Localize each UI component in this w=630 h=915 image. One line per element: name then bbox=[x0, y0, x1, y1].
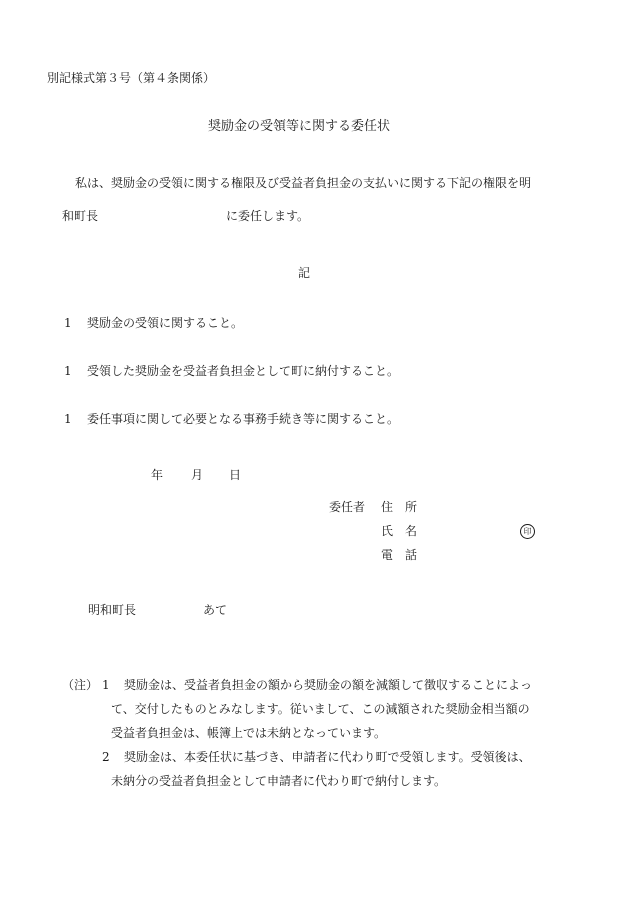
body-line-1: 私は、奨励金の受領に関する権限及び受益者負担金の支払いに関する下記の権限を明 bbox=[75, 176, 532, 190]
note-line: て、交付したものとみなします。従いまして、この減額された奨励金相当額の bbox=[111, 702, 530, 716]
name-label: 氏 名 bbox=[381, 524, 418, 538]
body-line-2-name: 和町長 bbox=[62, 209, 99, 223]
item-number: 1 bbox=[64, 364, 72, 378]
delegator-label: 委任者 bbox=[329, 500, 366, 514]
addressee-name: 明和町長 bbox=[88, 603, 137, 617]
address-label: 住 所 bbox=[381, 500, 418, 514]
date-month: 月 bbox=[191, 468, 204, 482]
item-number: 1 bbox=[64, 412, 72, 426]
addressee-suffix: あて bbox=[203, 603, 228, 617]
note-line: 奨励金は、受益者負担金の額から奨励金の額を減額して徴収することによっ bbox=[124, 678, 533, 692]
seal-mark: 印 bbox=[520, 524, 535, 539]
note-line: 受益者負担金は、帳簿上では未納となっています。 bbox=[111, 726, 387, 740]
form-number: 別記様式第３号（第４条関係） bbox=[47, 71, 216, 85]
item-number: 1 bbox=[64, 316, 72, 330]
note-number: 2 bbox=[102, 750, 110, 764]
note-line: 奨励金は、本委任状に基づき、申請者に代わり町で受領します。受領後は、 bbox=[124, 750, 531, 764]
note-line: 未納分の受益者負担金として申請者に代わり町で納付します。 bbox=[111, 774, 447, 788]
notes-label: （注） bbox=[62, 678, 99, 692]
ki-heading: 記 bbox=[298, 266, 311, 280]
item-text: 受領した奨励金を受益者負担金として町に納付すること。 bbox=[87, 364, 400, 378]
document-title: 奨励金の受領等に関する委任状 bbox=[208, 119, 391, 134]
note-number: 1 bbox=[102, 678, 110, 692]
date-year: 年 bbox=[151, 468, 164, 482]
body-line-2-suffix: に委任します。 bbox=[226, 209, 310, 223]
date-day: 日 bbox=[229, 468, 242, 482]
phone-label: 電 話 bbox=[381, 548, 418, 562]
item-text: 奨励金の受領に関すること。 bbox=[87, 316, 244, 330]
item-text: 委任事項に関して必要となる事務手続き等に関すること。 bbox=[87, 412, 400, 426]
